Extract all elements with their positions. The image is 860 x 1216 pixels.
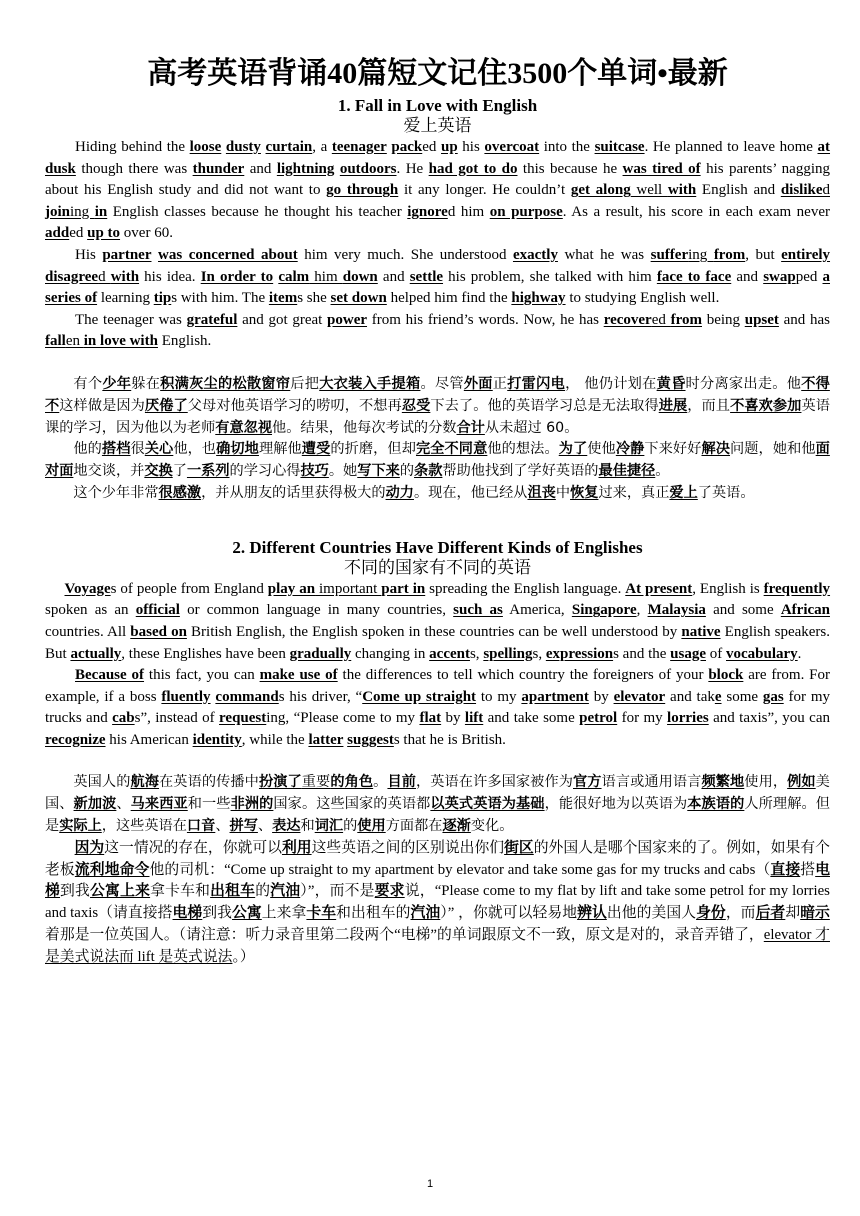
underlined-term: partner [102,246,152,263]
underlined-term: 解决 [701,441,731,458]
underlined-term: based on [130,623,187,640]
underlined-term: elevator [613,688,666,705]
underlined-term: from [713,246,746,263]
underlined-term: 卡车 [306,905,337,922]
section1-translation-2: 他的搭档很关心他，也确切地理解他遭受的折磨，但却完全不同意他的想法。为了使他冷静下来好好解决问题，她和他面对面地交谈，并交换了一系列的学习心得技巧。她写下来的条款帮助他找到了学好英语的最佳捷径。 [45,441,830,480]
underlined-term: at dusk [45,139,831,177]
underlined-term: on purpose [489,203,563,220]
underlined-term: 要求 [374,883,405,900]
underlined-term: face to face [656,268,732,285]
underlined-term: 非洲的 [230,796,274,813]
section2-translation-2: 因为这一情况的存在，你就可以利用这些英语之间的区别说出你们街区的外国人是哪个国家来的了。例如，如果有个老板流利地命令他的司机：“Come up straight to my apartment by elevator and take some gas for my trucks and cabs（直接搭电梯到我公寓上来拿卡车和出租车的汽油）”，而不是要求说，“Please come to my flat by lift and take some petrol for my lorries and taxis（请直接搭电梯到我公寓上来拿卡车和出租车的汽油）” ，你就可以轻易地辨认出他的美国人身份，而后者却暗示着那是一位英国人。（请注意：听力录音里第二段两个“电梯”的单词跟原文不一致，原文是对的，录音弄错了，elevator 才是美式说法而 lift 是英式说法。） [45,839,830,965]
underlined-term: 积满灰尘的松散窗帘 [160,375,291,392]
underlined-term: in love with [83,333,158,350]
underlined-term: thunder [192,160,245,177]
underlined-term: actually [70,645,122,662]
underlined-term: lightning [276,160,335,177]
underlined-term: exactly [512,246,558,263]
underlined-term: lift [464,710,484,727]
underlined-term: gradually [289,645,352,662]
underlined-term: suffer [650,246,689,263]
underlined-term: make use of [259,667,338,684]
underlined-term: 条款 [414,463,443,480]
underlined-term: 关心 [144,441,174,458]
underlined-term: African [780,602,830,619]
underlined-text: d [822,182,830,199]
underlined-term: 动力 [385,484,414,501]
underlined-term: flat [419,710,442,727]
spacer [45,353,830,374]
underlined-term: official [135,602,180,619]
underlined-term: pack [391,139,423,155]
underlined-term: 因为 [74,839,105,856]
underlined-term: fall [45,333,66,350]
underlined-term: 很感激 [158,484,202,501]
underlined-term: 出租车 [210,883,256,900]
underlined-term: 不得不 [45,375,830,414]
underlined-term: accent [429,645,470,662]
underlined-term: 面对面 [45,441,830,480]
underlined-term: up [441,139,458,155]
underlined-term: 暗示 [800,905,830,922]
underlined-term: overcoat [484,139,540,155]
underlined-term: 冷静 [615,441,645,458]
underlined-term: 后者 [755,905,786,922]
underlined-term: lorries [667,710,709,727]
underlined-term: disagree [45,268,99,285]
underlined-term: outdoors [339,160,397,177]
underlined-term: 有意忽视 [215,419,273,436]
underlined-term: 词汇 [314,818,344,835]
underlined-term: 航海 [130,774,160,791]
underlined-term: grateful [186,311,238,328]
section1-translation-1: 有个少年躲在积满灰尘的松散窗帘后把大衣装入手提箱。尽管外面正打雷闪电， 他仍计划在黄昏时分离家出走。他不得不这样做是因为厌倦了父母对他英语学习的唠叨，不想再忍受下去了。他的英语学习总是无法取得进展，而且不喜欢参加英语课的学习，因为他以为老师有意忽视他。结果，他每次考试的分数合计从未超过 60。 [45,375,830,436]
underlined-term: expression [545,645,614,662]
spacer [45,505,830,538]
underlined-term: 打雷闪电 [507,375,566,392]
underlined-term: had got to do [428,160,518,177]
document-page [45,52,830,969]
underlined-term: a series of [45,268,830,307]
section1-translation-3: 这个少年非常很感激，并从朋友的话里获得极大的动力。现在，他已经从沮丧中恢复过来，真正爱上了英语。 [73,484,755,501]
underlined-term: loose [189,139,222,155]
underlined-term: with [110,268,140,285]
underlined-term: 不喜欢参加 [730,397,802,414]
underlined-term: 流利地命令 [74,861,150,878]
page-title: 高考英语背诵40篇短文记住3500个单词•最新 [147,57,728,90]
underlined-term: request [219,710,267,727]
underlined-term: 目前 [387,774,416,791]
underlined-term: swap [763,268,796,285]
section2-heading-cn: 不同的国家有不同的英语 [344,557,531,578]
underlined-text: en [65,333,84,350]
section2-paragraph-2: Because of this fact, you can make use of the differences to tell which country the foreigners of your block are from. For example, if a boss fluently commands his driver, “Come up straight to my apartment by elevator and take some gas for my trucks and cabs”, instead of requesting, “Please come to my flat by lift and take some petrol for my lorries and taxis”, you can recognize his American identity, while the latter suggests that he is British. [45,667,831,748]
underlined-term: in [94,203,108,220]
section1-paragraph-3: The teenager was grateful and got great power from his friend’s words. Now, he has recovered from being upset and has fallen in love with English. [45,311,830,350]
underlined-term: 确切地 [216,441,259,458]
underlined-term: dislike [780,182,823,199]
underlined-term: 完全不同意 [415,441,488,458]
underlined-text: well [630,182,668,199]
section2-heading: 2. Different Countries Have Different Kinds of Englishes [232,537,643,557]
underlined-term: 新加波 [73,796,117,813]
underlined-term: 直接 [770,861,801,878]
section2-paragraph-1: Voyages of people from England play an important part in spreading the English language. At present, English is frequently spoken as an official or common language in many countries, such as America, Singapore, Malaysia and some African countries. All based on British English, the English spoken in these countries can be well understood by native English speakers. But actually, these Englishes have been gradually changing in accents, spellings, expressions and the usage of vocabulary. [45,580,831,662]
underlined-term: 官方 [573,774,602,791]
underlined-term: 搭档 [101,441,131,458]
underlined-term: 电梯 [172,905,203,922]
underlined-term: 街区 [504,839,534,856]
underlined-term: down [342,268,378,285]
underlined-term: calm [278,268,310,285]
underlined-text: ing [688,246,714,263]
underlined-term: 实际上 [59,818,102,835]
underlined-text: ed [651,311,671,328]
underlined-term: 例如 [787,774,816,791]
underlined-term: play an [267,580,316,597]
underlined-term: vocabulary [726,645,798,662]
underlined-term: suitcase [594,139,645,155]
underlined-term: e [714,688,722,705]
underlined-term: upset [744,311,779,328]
underlined-term: 公寓 [232,905,262,922]
underlined-term: part in [381,580,426,597]
underlined-term: gas [762,688,784,705]
underlined-term: 技巧 [300,463,329,480]
spacer [45,751,830,772]
underlined-term: 厌倦了 [144,397,188,414]
underlined-term: up to [87,225,121,242]
underlined-term: power [327,311,368,328]
section1-heading: 1. Fall in Love with English [337,96,538,115]
underlined-term: 身份 [696,905,726,922]
underlined-term: 的角色 [330,774,374,791]
underlined-term: 交换 [144,463,173,480]
underlined-term: block [708,667,744,684]
underlined-term: 口音 [186,818,216,835]
underlined-term: In order to [200,268,274,285]
underlined-term: 一系列 [186,463,230,480]
underlined-term: add [45,225,70,242]
underlined-term: native [681,623,721,640]
underlined-term: spelling [483,645,533,662]
underlined-text: d [98,268,111,285]
page-number: 1 [426,1178,434,1190]
underlined-term: 汽油 [270,883,301,900]
underlined-text: 重要 [301,774,331,791]
underlined-term: petrol [579,710,618,727]
underlined-term: 使用 [357,818,386,835]
underlined-term: 沮丧 [527,484,556,501]
underlined-term: apartment [521,688,589,705]
underlined-text: ing [70,203,95,220]
underlined-term: 爱上 [669,484,698,501]
underlined-term: set down [330,290,387,307]
underlined-term: 遭受 [301,441,331,458]
underlined-term: 频繁地 [701,774,745,791]
underlined-text: important [315,580,382,597]
underlined-term: 辨认 [577,905,607,922]
underlined-term: At present [625,580,693,597]
underlined-term: recover [603,311,652,328]
underlined-term: frequently [763,580,831,597]
underlined-term: 马来西亚 [130,796,188,813]
underlined-term: go through [326,182,399,199]
underlined-term: 电梯 [45,861,830,900]
underlined-term: identity [192,731,242,748]
underlined-term: Because of [75,667,145,684]
underlined-term: with [667,182,697,199]
underlined-term: 合计 [456,419,485,436]
underlined-term: 拼写 [229,818,258,835]
underlined-term: Malaysia [647,602,706,619]
underlined-term: 本族语的 [687,796,745,813]
underlined-term: 汽油 [410,905,441,922]
underlined-term: such as [453,602,503,619]
underlined-term: suggest [347,731,394,748]
underlined-term: 逐渐 [442,818,471,835]
underlined-term: 黄昏 [656,375,686,392]
underlined-term: 以英式英语为基础 [430,796,545,813]
underlined-term: latter [308,731,344,748]
underlined-text: him [309,268,343,285]
underlined-term: teenager [331,139,387,155]
underlined-term: 扮演了 [258,774,302,791]
section1-paragraph-2: His partner was concerned about him very much. She understood exactly what he was suffering from, but entirely disagreed with his idea. In order to calm him down and settle his problem, she talked with him face to face and swapped a series of learning tips with him. The items she set down helped him find the highway to studying English well. [45,246,831,307]
underlined-term: ignore [407,203,448,220]
underlined-term: 忍受 [401,397,431,414]
underlined-term: join [45,203,71,220]
underlined-term: curtain [265,139,313,155]
underlined-term: 外面 [463,375,493,392]
underlined-term: Singapore [571,602,637,619]
underlined-term: 进展 [658,397,688,414]
underlined-term: recognize [45,731,106,748]
underlined-term: was concerned about [158,246,298,263]
underlined-term: cab [112,710,135,727]
underlined-term: dusty [225,139,261,155]
underlined-term: tip [153,290,172,307]
underlined-term: highway [511,290,566,307]
section1-paragraph-1: Hiding behind the loose dusty curtain, a teenager packed up his overcoat into the suitcase. He planned to leave home at dusk though there was thunder and lightning outdoors. He had got to do this because he was tired of his parents’ nagging about his English study and did not want to go through it any longer. He couldn’t get along well with English and disliked joining in English classes because he thought his teacher ignored him on purpose. As a result, his score in each exam never added up to over 60. [45,139,831,242]
underlined-term: settle [409,268,444,285]
underlined-term: 最佳捷径 [598,463,656,480]
underlined-term: get along [570,182,631,199]
underlined-term: fluently [161,688,211,705]
underlined-term: 恢复 [570,484,599,501]
underlined-term: Voyage [64,580,111,597]
underlined-term: command [215,688,279,705]
underlined-text: elevator 才是美式说法而 lift 是英式说法 [45,927,830,965]
underlined-term: entirely [781,246,831,263]
section1-heading-cn: 爱上英语 [403,116,472,136]
underlined-term: Come up straight [362,688,477,705]
underlined-term: from [670,311,702,328]
underlined-term: 少年 [102,375,132,392]
underlined-term: item [268,290,298,307]
underlined-term: 为了 [558,441,588,458]
section2-translation-1: 英国人的航海在英语的传播中扮演了重要的角色。目前，英语在许多国家被作为官方语言或通用语言频繁地使用，例如美国、新加波、马来西亚和一些非洲的国家。这些国家的英语都以英式英语为基础，能很好地为以英语为本族语的人所理解。但是实际上，这些英语在口音、拼写、表达和词汇的使用方面都在逐渐变化。 [45,774,830,835]
underlined-term: usage [670,645,706,662]
underlined-term: 大衣装入手提箱 [319,375,421,392]
underlined-term: 写下来 [357,463,400,480]
underlined-term: 公寓上来 [90,883,151,900]
underlined-term: 利用 [281,839,312,856]
underlined-term: was tired of [622,160,701,177]
underlined-term: 表达 [272,818,301,835]
